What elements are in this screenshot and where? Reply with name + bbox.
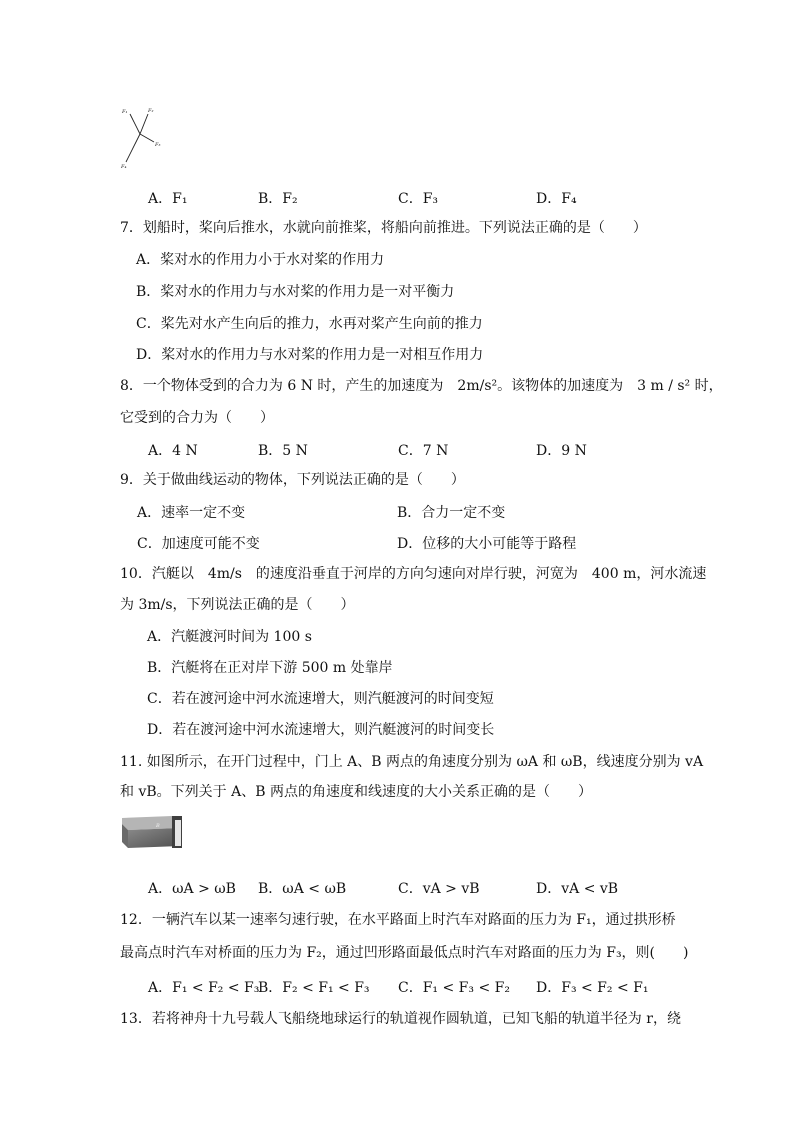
q12-option-b[interactable]: B．F₂ < F₁ < F₃ <box>258 980 370 996</box>
q12-stem-line1: 12．一辆汽车以某一速率匀速行驶，在水平路面上时汽车对路面的压力为 F₁，通过拱形桥 <box>120 912 676 928</box>
q12-option-d[interactable]: D．F₃ < F₂ < F₁ <box>536 980 649 996</box>
q8-option-d[interactable]: D．9 N <box>536 443 587 459</box>
force-label-f4: F₄ <box>121 164 127 170</box>
q12-option-a[interactable]: A．F₁ < F₂ < F₃ <box>148 980 260 996</box>
q9-option-a[interactable]: A．速率一定不变 <box>137 505 246 521</box>
q9-stem: 9．关于做曲线运动的物体，下列说法正确的是（ ） <box>120 472 465 488</box>
q11-option-a[interactable]: A．ωA > ωB <box>148 881 236 897</box>
q6-option-d[interactable]: D．F₄ <box>536 191 577 207</box>
q9-option-c[interactable]: C．加速度可能不变 <box>137 536 260 552</box>
q10-option-a[interactable]: A．汽艇渡河时间为 100 s <box>147 629 312 645</box>
q10-option-d[interactable]: D．若在渡河途中河水流速增大，则汽艇渡河的时间变长 <box>147 722 495 738</box>
q10-stem-line2: 为 3m/s，下列说法正确的是（ ） <box>120 597 355 613</box>
q11-option-b[interactable]: B．ωA < ωB <box>258 881 347 897</box>
q11-options <box>0 878 794 896</box>
q8-option-c[interactable]: C．7 N <box>398 443 449 459</box>
q7-option-d[interactable]: D．桨对水的作用力与水对桨的作用力是一对相互作用力 <box>136 347 484 363</box>
q9-options-row1 <box>0 502 794 520</box>
force-f3-line <box>140 134 154 142</box>
q7-option-b[interactable]: B．桨对水的作用力与水对桨的作用力是一对平衡力 <box>136 284 455 300</box>
q11-stem-line2: 和 vB。下列关于 A、B 两点的角速度和线速度的大小关系正确的是（ ） <box>120 784 592 800</box>
q10-stem-line1: 10．汽艇以 4m/s 的速度沿垂直于河岸的方向匀速向对岸行驶，河宽为 400 m，河水流速 <box>120 566 707 582</box>
q13-stem-line1: 13．若将神舟十九号载人飞船绕地球运行的轨道视作圆轨道，已知飞船的轨道半径为 r，绕 <box>120 1011 681 1027</box>
force-label-f1: F₁ <box>122 109 128 115</box>
q11-stem-line1: 11. 如图所示，在开门过程中，门上 A、B 两点的角速度分别为 ωA 和 ωB，线速度分别为 vA <box>120 754 704 770</box>
q10-option-b[interactable]: B．汽艇将在正对岸下游 500 m 处靠岸 <box>147 660 393 676</box>
q8-stem-line1: 8．一个物体受到的合力为 6 N 时，产生的加速度为 2m/s²。该物体的加速度为 3 m / s² 时， <box>120 378 723 394</box>
q7-option-c[interactable]: C．桨先对水产生向后的推力，水再对桨产生向前的推力 <box>136 316 483 332</box>
q9-option-d[interactable]: D．位移的大小可能等于路程 <box>397 536 577 552</box>
q9-option-b[interactable]: B．合力一定不变 <box>397 505 506 521</box>
q10-option-c[interactable]: C．若在渡河途中河水流速增大，则汽艇渡河的时间变短 <box>147 691 494 707</box>
q11-option-c[interactable]: C．vA > vB <box>398 881 480 897</box>
q11-option-d[interactable]: D．vA < vB <box>536 881 619 897</box>
force-f4-line <box>126 134 140 162</box>
q6-option-c[interactable]: C．F₃ <box>398 191 439 207</box>
q7-option-a[interactable]: A．桨对水的作用力小于水对桨的作用力 <box>136 252 385 268</box>
q8-options <box>0 440 794 458</box>
q6-options <box>0 188 794 206</box>
q12-stem-line2: 最高点时汽车对桥面的压力为 F₂，通过凹形路面最低点时汽车对路面的压力为 F₃，则( ) <box>120 945 689 961</box>
q7-stem: 7．划船时，桨向后推水，水就向前推桨，将船向前推进。下列说法正确的是（ ） <box>120 220 647 236</box>
force-f1-line <box>130 114 140 134</box>
svg-text:B: B <box>156 823 160 829</box>
force-label-f3: F₃ <box>155 142 161 148</box>
q9-options-row2 <box>0 533 794 551</box>
q12-option-c[interactable]: C．F₁ < F₃ < F₂ <box>398 980 510 996</box>
q6-option-a[interactable]: A．F₁ <box>148 191 188 207</box>
q8-option-b[interactable]: B．5 N <box>258 443 308 459</box>
door-figure <box>120 814 186 850</box>
force-f2-line <box>140 114 148 134</box>
force-label-f2: F₂ <box>148 108 154 114</box>
q6-option-b[interactable]: B．F₂ <box>258 191 298 207</box>
force-diagram <box>118 104 170 172</box>
q12-options <box>0 977 794 995</box>
q8-option-a[interactable]: A．4 N <box>148 443 198 459</box>
q8-stem-line2: 它受到的合力为（ ） <box>120 410 274 426</box>
